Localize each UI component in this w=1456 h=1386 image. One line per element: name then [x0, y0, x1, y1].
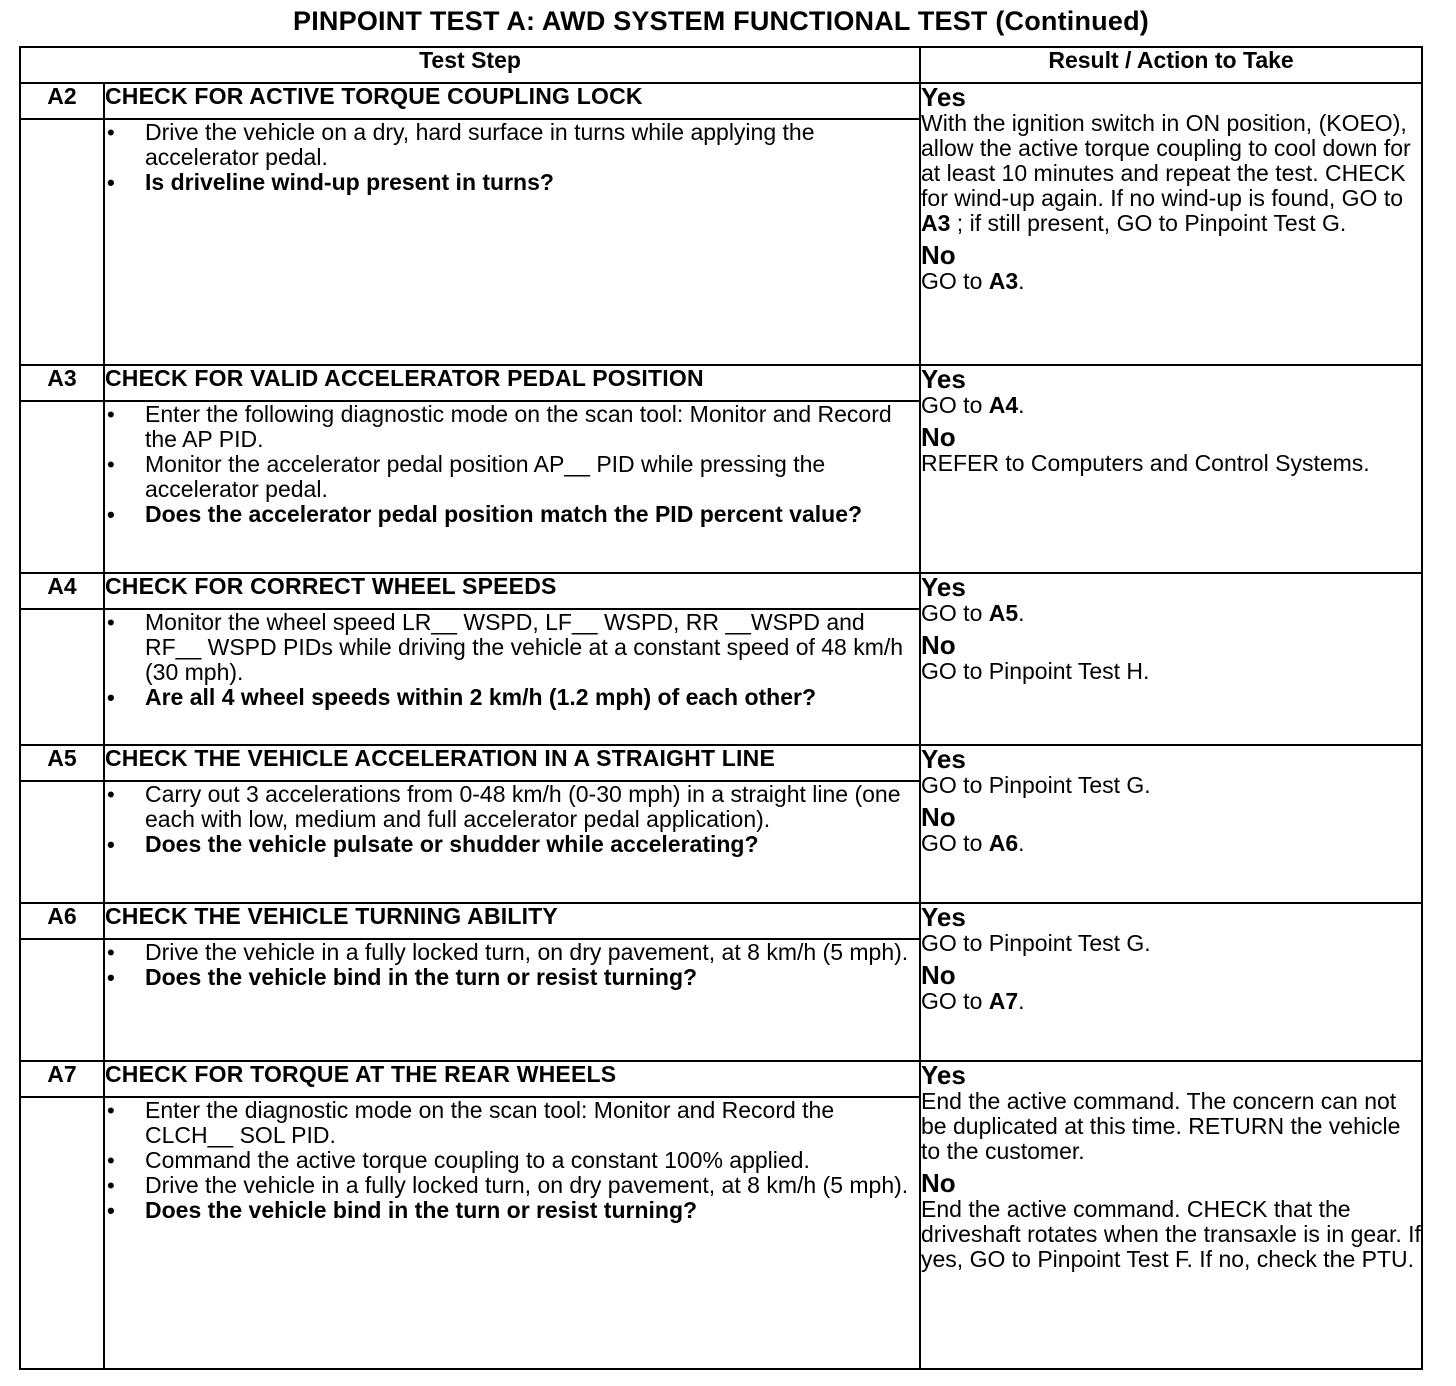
no-label: No: [921, 1168, 956, 1198]
step-title: CHECK FOR CORRECT WHEEL SPEEDS: [104, 573, 920, 609]
step-question: • Does the vehicle pulsate or shudder while accelerating?: [105, 832, 919, 857]
no-text-tail: .: [1018, 830, 1025, 856]
step-title-row: [20, 1061, 1422, 1097]
page-title: PINPOINT TEST A: AWD SYSTEM FUNCTIONAL TEST (Continued): [293, 6, 1149, 36]
yes-text-tail: ; if still present, GO to Pinpoint Test G.: [950, 210, 1347, 236]
step-instructions: [104, 939, 920, 1061]
yes-step-ref: A5: [988, 600, 1019, 626]
header-row: [20, 47, 1422, 83]
yes-label: Yes: [921, 744, 966, 774]
step-bullet: • Drive the vehicle on a dry, hard surface in turns while applying the accelerator pedal.: [105, 120, 919, 170]
step-id-spacer: [20, 119, 104, 365]
step-bullet: • Drive the vehicle in a fully locked turn, on dry pavement, at 8 km/h (5 mph).: [105, 1173, 919, 1198]
yes-text: With the ignition switch in ON position, (KOEO), allow the active torque coupling to cool down for at least 10 minutes and repeat the test. CHECK for wind-up again. If no wind-up is found, GO to: [921, 110, 1411, 211]
step-bullet: • Monitor the accelerator pedal position AP__ PID while pressing the accelerator pedal.: [105, 452, 919, 502]
step-question: • Does the vehicle bind in the turn or resist turning?: [105, 965, 919, 990]
step-id-spacer: [20, 609, 104, 745]
no-label: No: [921, 960, 956, 990]
no-step-ref: A3: [988, 268, 1019, 294]
step-bullet: • Monitor the wheel speed LR__ WSPD, LF__ WSPD, RR __WSPD and RF__ WSPD PIDs while driving the vehicle at a constant speed of 48 km/h (30 mph).: [105, 610, 919, 685]
step-bullet: • Enter the diagnostic mode on the scan tool: Monitor and Record the CLCH__ SOL PID.: [105, 1098, 919, 1148]
step-title-row: [20, 745, 1422, 781]
step-title: CHECK FOR TORQUE AT THE REAR WHEELS: [104, 1061, 920, 1097]
step-result: [920, 1061, 1422, 1369]
step-bullet-list: [105, 120, 919, 195]
step-question: • Does the vehicle bind in the turn or resist turning?: [105, 1198, 919, 1223]
step-result: [920, 365, 1422, 573]
step-id: A4: [20, 573, 104, 609]
step-id-spacer: [20, 401, 104, 573]
no-action-text: [921, 269, 1421, 294]
no-action-text: [921, 659, 1421, 684]
step-instructions: [104, 781, 920, 903]
header-test-step: Test Step: [20, 47, 920, 83]
yes-text: GO to: [921, 392, 989, 418]
step-id: A2: [20, 83, 104, 119]
yes-step-ref: A4: [988, 392, 1019, 418]
yes-label: Yes: [921, 572, 966, 602]
no-label: No: [921, 802, 956, 832]
step-question: • Is driveline wind-up present in turns?: [105, 170, 919, 195]
yes-action-text: [921, 111, 1421, 236]
no-text: GO to: [921, 268, 989, 294]
yes-action-text: [921, 601, 1421, 626]
step-title-row: [20, 573, 1422, 609]
yes-label: Yes: [921, 902, 966, 932]
no-label: No: [921, 630, 956, 660]
step-result: [920, 83, 1422, 365]
header-result: Result / Action to Take: [920, 47, 1422, 83]
step-title: CHECK THE VEHICLE TURNING ABILITY: [104, 903, 920, 939]
no-action-text: [921, 989, 1421, 1014]
step-id-spacer: [20, 1097, 104, 1369]
no-text: REFER to Computers and Control Systems.: [921, 450, 1370, 476]
step-bullet: • Drive the vehicle in a fully locked turn, on dry pavement, at 8 km/h (5 mph).: [105, 940, 919, 965]
yes-step-ref: A3: [921, 210, 951, 236]
step-id: A7: [20, 1061, 104, 1097]
step-instructions: [104, 119, 920, 365]
yes-action-text: [921, 393, 1421, 418]
yes-text: GO to Pinpoint Test G.: [921, 930, 1151, 956]
no-label: No: [921, 240, 956, 270]
step-instructions: [104, 1097, 920, 1369]
yes-text: End the active command. The concern can not be duplicated at this time. RETURN the vehicle to the customer.: [921, 1088, 1401, 1164]
step-result: [920, 745, 1422, 903]
no-text: GO to: [921, 988, 989, 1014]
step-bullet: • Carry out 3 accelerations from 0-48 km/h (0-30 mph) in a straight line (one each with low, medium and full accelerator pedal application).: [105, 782, 919, 832]
yes-label: Yes: [921, 1060, 966, 1090]
step-id: A3: [20, 365, 104, 401]
step-id-spacer: [20, 939, 104, 1061]
step-bullet-list: [105, 1098, 919, 1223]
step-bullet-list: [105, 402, 919, 527]
no-text-tail: .: [1018, 988, 1025, 1014]
yes-label: Yes: [921, 82, 966, 112]
yes-text: GO to: [921, 600, 989, 626]
no-action-text: [921, 831, 1421, 856]
step-question: • Does the accelerator pedal position match the PID percent value?: [105, 502, 919, 527]
yes-text-tail: .: [1018, 600, 1025, 626]
no-action-text: [921, 451, 1421, 476]
no-text: GO to Pinpoint Test H.: [921, 658, 1150, 684]
step-title: CHECK FOR ACTIVE TORQUE COUPLING LOCK: [104, 83, 920, 119]
step-bullet-list: [105, 610, 919, 710]
step-bullet-list: [105, 782, 919, 857]
yes-label: Yes: [921, 364, 966, 394]
no-step-ref: A6: [988, 830, 1019, 856]
no-action-text: [921, 1197, 1421, 1272]
step-title: CHECK THE VEHICLE ACCELERATION IN A STRAIGHT LINE: [104, 745, 920, 781]
step-result: [920, 573, 1422, 745]
step-id: A5: [20, 745, 104, 781]
step-title-row: [20, 365, 1422, 401]
no-label: No: [921, 422, 956, 452]
step-id-spacer: [20, 781, 104, 903]
steps-body: [20, 83, 1422, 1369]
step-bullet-list: [105, 940, 919, 990]
no-text: End the active command. CHECK that the driveshaft rotates when the transaxle is in gear. If yes, GO to Pinpoint Test F. If no, check the PTU.: [921, 1196, 1421, 1272]
yes-text-tail: .: [1018, 392, 1025, 418]
no-step-ref: A7: [988, 988, 1019, 1014]
step-id: A6: [20, 903, 104, 939]
yes-action-text: [921, 773, 1421, 798]
pinpoint-test-table: [19, 46, 1423, 1370]
step-title-row: [20, 83, 1422, 119]
step-bullet: • Command the active torque coupling to a constant 100% applied.: [105, 1148, 919, 1173]
step-title: CHECK FOR VALID ACCELERATOR PEDAL POSITION: [104, 365, 920, 401]
step-instructions: [104, 609, 920, 745]
step-title-row: [20, 903, 1422, 939]
yes-action-text: [921, 931, 1421, 956]
step-question: • Are all 4 wheel speeds within 2 km/h (1.2 mph) of each other?: [105, 685, 919, 710]
step-bullet: • Enter the following diagnostic mode on the scan tool: Monitor and Record the AP PID.: [105, 402, 919, 452]
no-text-tail: .: [1018, 268, 1025, 294]
step-instructions: [104, 401, 920, 573]
yes-action-text: [921, 1089, 1421, 1164]
step-result: [920, 903, 1422, 1061]
yes-text: GO to Pinpoint Test G.: [921, 772, 1151, 798]
no-text: GO to: [921, 830, 989, 856]
